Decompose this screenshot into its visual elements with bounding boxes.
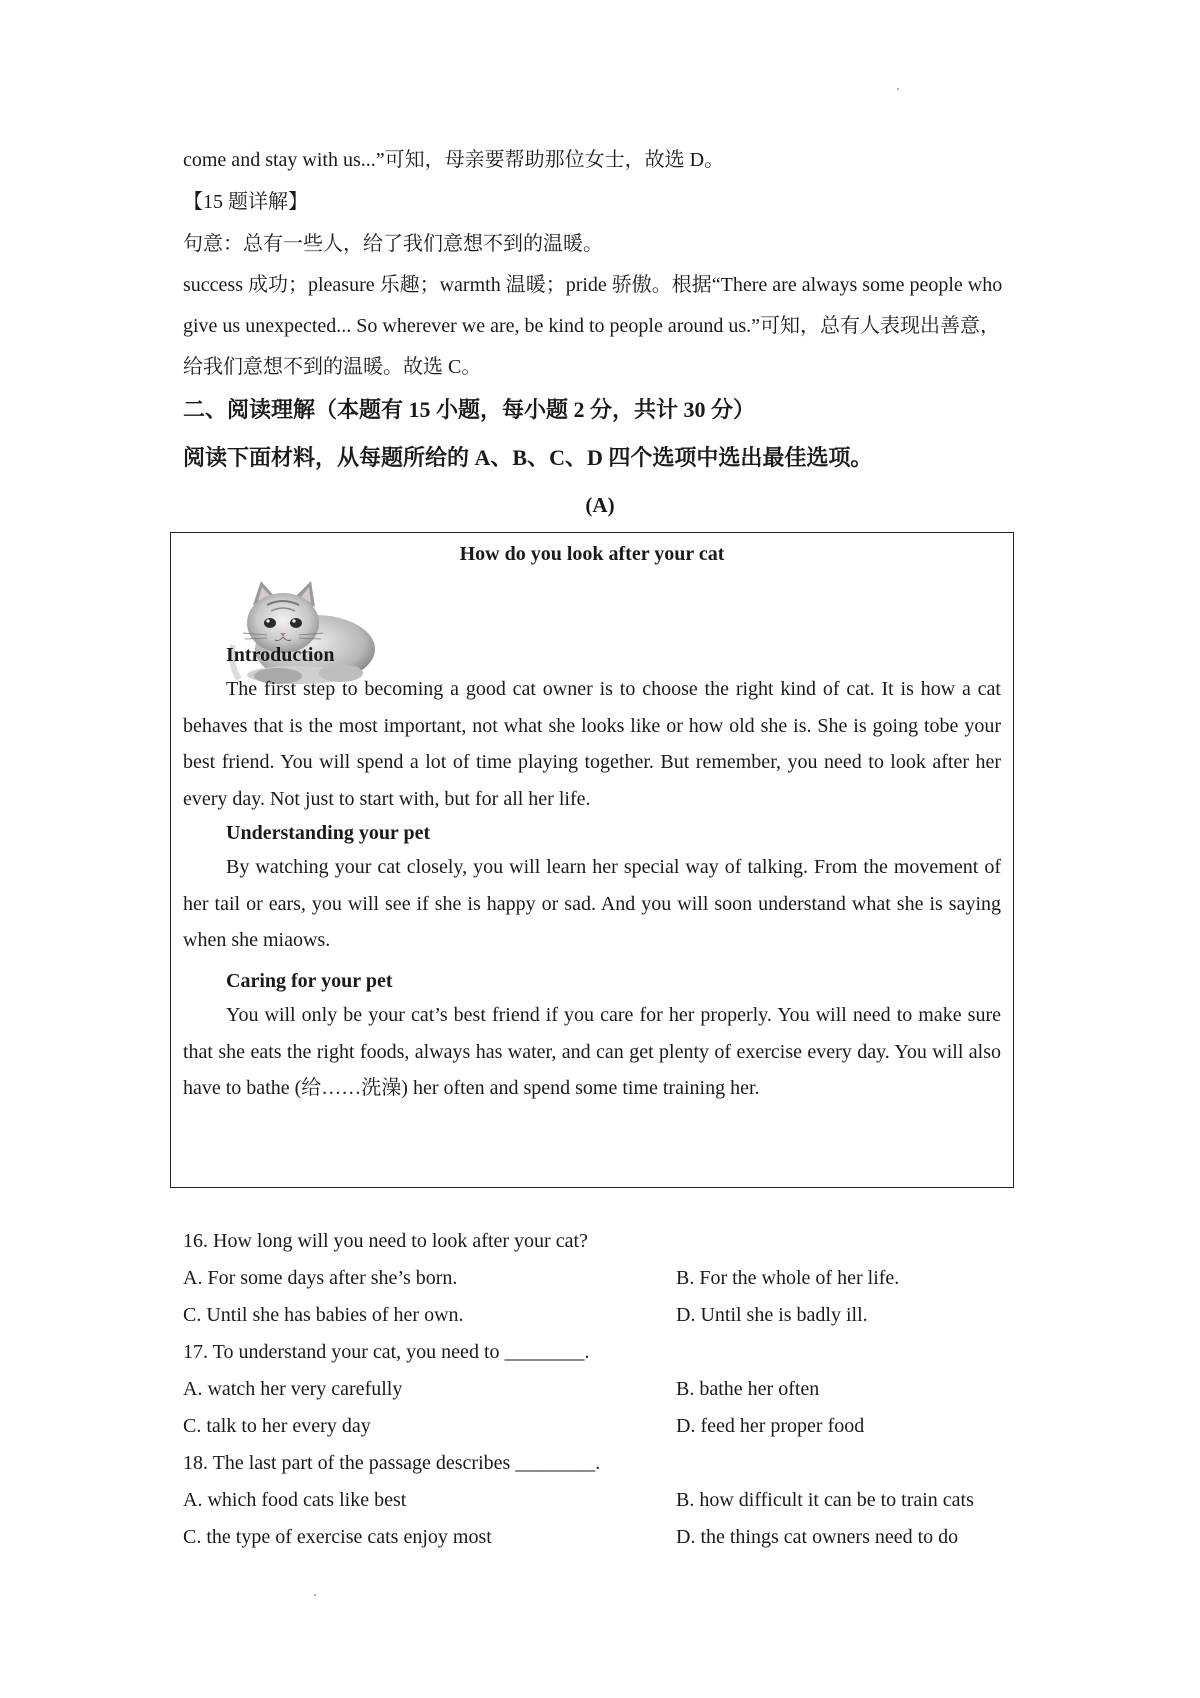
question-17-option-d: D. feed her proper food [676,1415,865,1437]
question-18-option-d: D. the things cat owners need to do [676,1526,959,1548]
caring-heading: Caring for your pet [226,970,393,992]
question-17-option-b: B. bathe her often [676,1378,820,1400]
section-title: 二、阅读理解（本题有 15 小题，每小题 2 分，共计 30 分） [183,397,756,422]
question-16-option-d: D. Until she is badly ill. [676,1304,868,1326]
question-17-option-a: A. watch her very carefully [183,1378,403,1400]
introduction-paragraph: The first step to becoming a good cat owner is to choose the right kind of cat. It is how a cat behaves that is the most important, not what she looks like or how old she is. She is going tobe your best friend. You will spend a lot of time playing together. But remember, you need to look after her every day. Not just to start with, but for all her life. [183,678,1001,810]
question-17-option-c: C. talk to her every day [183,1415,371,1437]
question-16-option-a: A. For some days after she’s born. [183,1267,458,1289]
q15-analysis-line-3: 给我们意想不到的温暖。故选 C。 [183,356,482,378]
q15-analysis-line-1: success 成功；pleasure 乐趣；warmth 温暖；pride 骄傲。根据“There are always some people who [183,274,1003,296]
caring-paragraph: You will only be your cat’s best friend if you care for her properly. You will need to make sure that she eats the right foods, always has water, and can get plenty of exercise every day. You will also have to bathe (给……洗澡) her often and spend some time training her. [183,1004,1001,1100]
question-16-stem: 16. How long will you need to look after your cat? [183,1230,588,1252]
q15-meaning: 句意：总有一些人，给了我们意想不到的温暖。 [183,233,603,255]
scan-speck [897,88,899,90]
question-16-option-b: B. For the whole of her life. [676,1267,900,1289]
question-18-option-b: B. how difficult it can be to train cats [676,1489,974,1511]
scan-speck [314,1594,316,1596]
question-18-option-a: A. which food cats like best [183,1489,407,1511]
q15-analysis-line-2: give us unexpected... So wherever we are, be kind to people around us.”可知，总有人表现出善意， [183,315,1001,337]
passage-box [170,532,1014,1188]
q14-conclusion: come and stay with us...”可知，母亲要帮助那位女士，故选 D。 [183,149,725,171]
passage-title: How do you look after your cat [459,543,725,565]
introduction-heading: Introduction [226,644,335,666]
section-instruction: 阅读下面材料，从每题所给的 A、B、C、D 四个选项中选出最佳选项。 [183,445,873,470]
question-18-stem: 18. The last part of the passage describes ________. [183,1452,601,1474]
question-18-option-c: C. the type of exercise cats enjoy most [183,1526,492,1548]
question-16-option-c: C. Until she has babies of her own. [183,1304,464,1326]
q15-heading: 【15 题详解】 [183,191,308,213]
passage-label: (A) [585,493,615,517]
understanding-heading: Understanding your pet [226,822,431,844]
question-17-stem: 17. To understand your cat, you need to ________. [183,1341,590,1363]
understanding-paragraph: By watching your cat closely, you will learn her special way of talking. From the movement of her tail or ears, you will see if she is happy or sad. And you will soon understand what she is saying when she miaows. [183,856,1001,952]
